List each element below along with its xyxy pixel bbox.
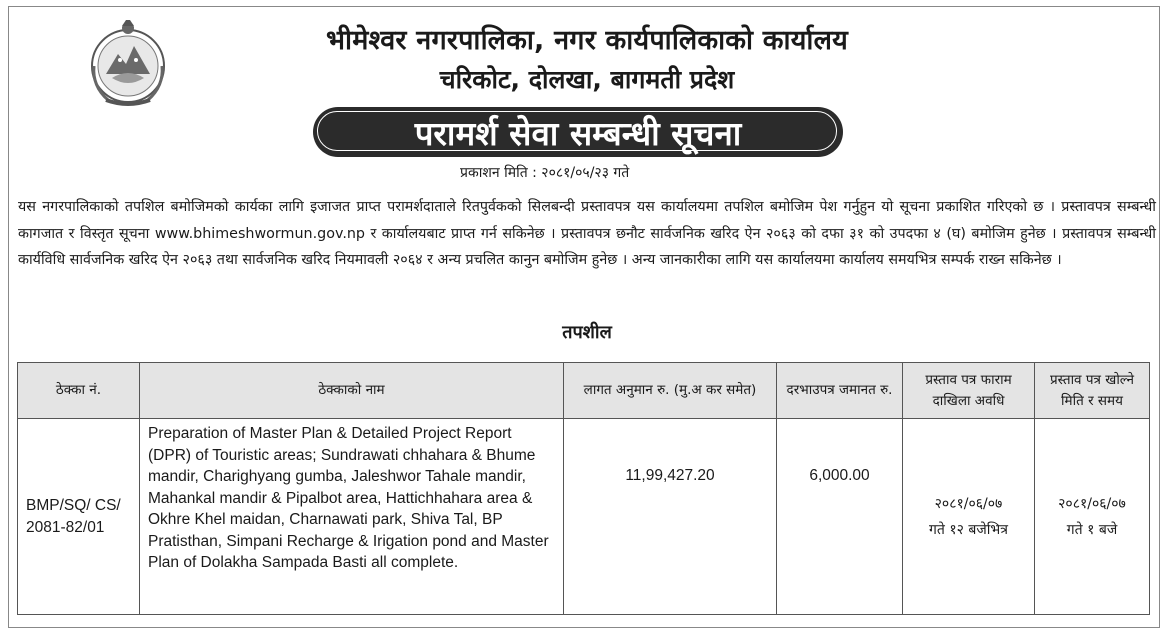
opening-date: २०८१/०६/०७ (1058, 495, 1126, 512)
table-header-row (18, 363, 1150, 419)
schedule-title: तपशील (562, 322, 612, 343)
submission-date: २०८१/०६/०७ (934, 495, 1003, 512)
cost-estimate-cell: 11,99,427.20 (564, 419, 777, 615)
bid-security-cell: 6,000.00 (777, 419, 903, 615)
contract-name-cell: Preparation of Master Plan & Detailed Project Report (DPR) of Touristic areas; Sundrawati chhahara & Bhume mandir, Charighyang gumba, Jaleshwor Tahale mandir, Mahankal mandir & Pipalbot area, Hattichhahara area & Okhre Khel maidan, Charnawati park, Shiva Tal, BP Pratisthan, Simpani Recharge & Irigation pond and Master Plan of Dolakha Sampada Basti all complete. (140, 419, 564, 615)
publish-date: प्रकाशन मिति : २०८१/०५/२३ गते (460, 165, 630, 181)
organization-name: भीमेश्वर नगरपालिका, नगर कार्यपालिकाको कार्यालय (326, 25, 848, 56)
opening-time: गते १ बजे (1066, 521, 1118, 538)
contract-no-cell: BMP/SQ/ CS/ 2081-82/01 (18, 419, 140, 615)
notice-title-banner (313, 107, 843, 157)
column-header-contract-name: ठेक्काको नाम (140, 363, 564, 419)
submission-time: गते १२ बजेभित्र (929, 521, 1008, 538)
opening-time-cell (1035, 419, 1150, 615)
column-header-opening-time: प्रस्ताव पत्र खोल्ने मिति र समय (1035, 363, 1150, 419)
table-row (18, 419, 1150, 615)
schedule-table (17, 362, 1150, 615)
submission-deadline-cell (903, 419, 1035, 615)
column-header-bid-security: दरभाउपत्र जमानत रु. (777, 363, 903, 419)
column-header-submission-deadline: प्रस्ताव पत्र फाराम दाखिला अवधि (903, 363, 1035, 419)
column-header-contract-no: ठेक्का नं. (18, 363, 140, 419)
notice-title: परामर्श सेवा सम्बन्धी सूचना (414, 113, 742, 153)
notice-body: यस नगरपालिकाको तपशिल बमोजिमको कार्यका लागि इजाजत प्राप्त परामर्शदाताले रितपुर्वकको सिलबन्दी प्रस्तावपत्र यस कार्यालयमा तपशिल बमोजिम पेश गर्नुहुन यो सूचना प्रकाशित गरिएको छ । प्रस्तावपत्र सम्बन्धी कागजात र विस्तृत सूचना www.bhimeshwormun.gov.np र कार्यालयबाट प्राप्त गर्न सकिनेछ । प्रस्तावपत्र छनौट सार्वजनिक खरिद ऐन २०६३ को दफा ३१ को उपदफा ४ (घ) बमोजिम हुनेछ । प्रस्तावपत्र सम्बन्धी कार्यविधि सार्वजनिक खरिद ऐन २०६३ तथा सार्वजनिक खरिद नियमावली २०६४ र अन्य प्रचलित कानुन बमोजिम हुनेछ । अन्य जानकारीका लागि यस कार्यालयमा कार्यालय समयभित्र सम्पर्क राख्न सकिनेछ । (18, 199, 1156, 268)
column-header-cost-estimate: लागत अनुमान रु. (मु.अ कर समेत) (564, 363, 777, 419)
organization-address: चरिकोट, दोलखा, बागमती प्रदेश (439, 65, 735, 94)
